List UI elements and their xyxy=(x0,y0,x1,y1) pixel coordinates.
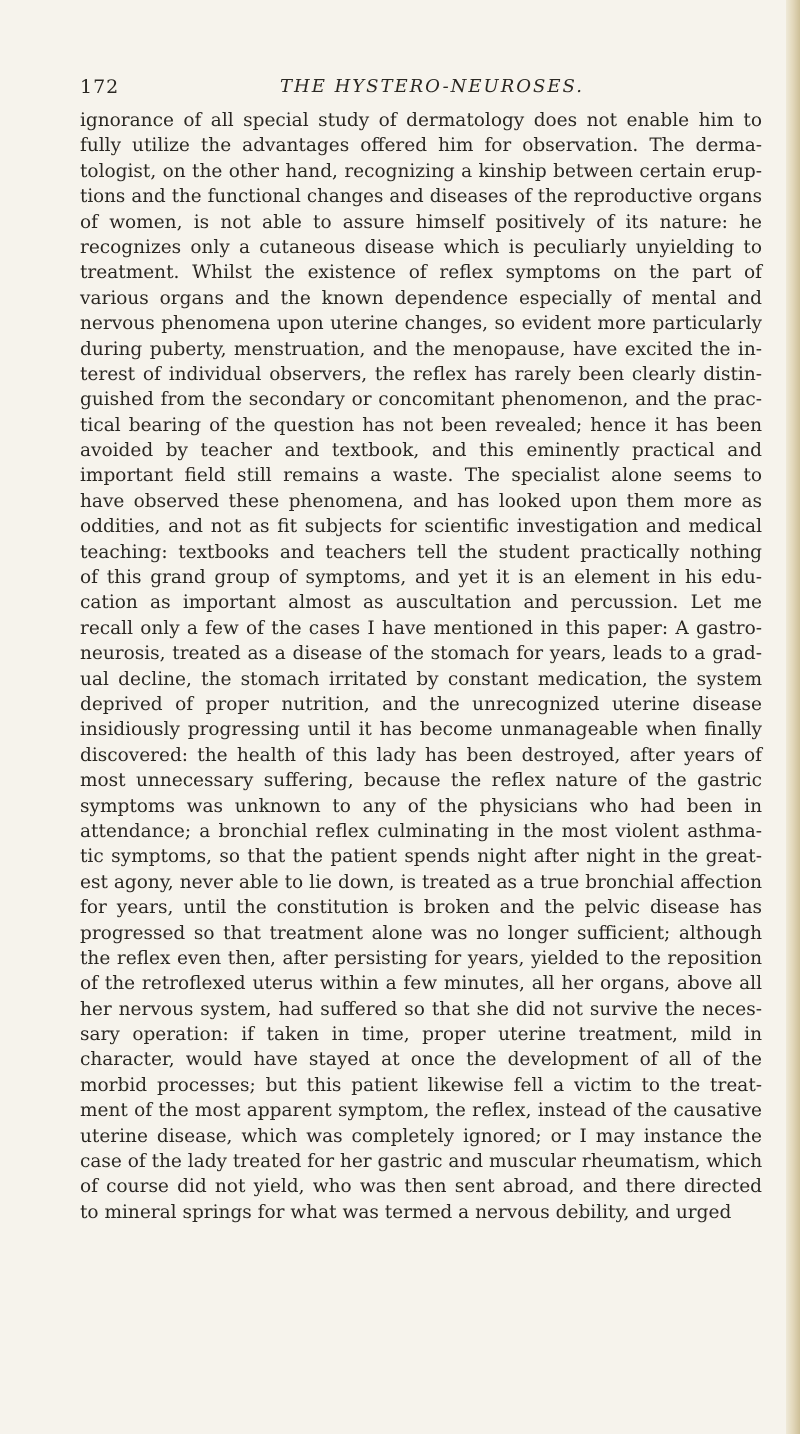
text-line: attendance; a bronchial reflex culminating in the most violent asthma- xyxy=(80,820,762,842)
text-line: tic symptoms, so that the patient spends night after night in the great- xyxy=(80,846,762,868)
text-line: recognizes only a cutaneous disease which is peculiarly unyielding to xyxy=(80,236,762,258)
text-line: of the retroflexed uterus within a few minutes, all her organs, above all xyxy=(80,973,762,995)
text-line: of this grand group of symptoms, and yet it is an element in his edu- xyxy=(80,567,762,589)
text-line: for years, until the constitution is broken and the pelvic disease has xyxy=(80,897,762,919)
text-line: important field still remains a waste. The specialist alone seems to xyxy=(80,465,762,487)
text-line: ment of the most apparent symptom, the reflex, instead of the causative xyxy=(80,1100,762,1122)
text-line: most unnecessary suffering, because the reflex nature of the gastric xyxy=(80,770,762,792)
page-edge xyxy=(786,0,800,1434)
text-line: cation as important almost as auscultation and percussion. Let me xyxy=(80,592,762,614)
text-line: sary operation: if taken in time, proper uterine treatment, mild in xyxy=(80,1024,762,1046)
text-line: deprived of proper nutrition, and the unrecognized uterine disease xyxy=(80,693,762,715)
text-line: symptoms was unknown to any of the physicians who had been in xyxy=(80,795,762,817)
text-line: ignorance of all special study of dermatology does not enable him to xyxy=(80,110,762,131)
text-line: her nervous system, had suffered so that she did not survive the neces- xyxy=(80,998,762,1020)
text-line: neurosis, treated as a disease of the stomach for years, leads to a grad- xyxy=(80,643,762,665)
text-line: during puberty, menstruation, and the menopause, have excited the in- xyxy=(80,338,762,360)
text-line: tical bearing of the question has not been revealed; hence it has been xyxy=(80,414,762,436)
text-line: of women, is not able to assure himself positively of its nature: he xyxy=(80,211,762,233)
text-line: terest of individual observers, the reflex has rarely been clearly distin- xyxy=(80,363,762,385)
running-title: THE HYSTERO-NEUROSES. xyxy=(280,76,584,97)
text-line: progressed so that treatment alone was no longer sufficient; although xyxy=(80,922,762,944)
text-line: insidiously progressing until it has become unmanageable when finally xyxy=(80,719,762,741)
text-line: character, would have stayed at once the development of all of the xyxy=(80,1049,762,1071)
text-line: nervous phenomena upon uterine changes, so evident more particularly xyxy=(80,313,762,335)
page-number: 172 xyxy=(80,76,120,98)
text-line: tologist, on the other hand, recognizing a kinship between certain erup- xyxy=(80,160,762,182)
text-line: various organs and the known dependence especially of mental and xyxy=(80,287,762,309)
text-line: avoided by teacher and textbook, and this eminently practical and xyxy=(80,440,762,462)
text-line: fully utilize the advantages offered him for observation. The derma- xyxy=(80,135,762,157)
text-line: case of the lady treated for her gastric and muscular rheumatism, which xyxy=(80,1151,763,1173)
text-line: est agony, never able to lie down, is treated as a true bronchial affection xyxy=(80,871,762,893)
text-line: of course did not yield, who was then sent abroad, and there directed xyxy=(80,1176,762,1198)
text-line: ual decline, the stomach irritated by constant medication, the system xyxy=(80,668,762,690)
text-line: discovered: the health of this lady has been destroyed, after years of xyxy=(80,744,762,766)
text-line: morbid processes; but this patient likewise fell a victim to the treat- xyxy=(80,1074,762,1096)
text-line: the reflex even then, after persisting for years, yielded to the reposition xyxy=(80,947,762,969)
text-line: have observed these phenomena, and has looked upon them more as xyxy=(80,490,762,512)
text-line: to mineral springs for what was termed a nervous debility, and urged xyxy=(80,1201,732,1223)
text-line: teaching: textbooks and teachers tell the student practically nothing xyxy=(80,541,762,563)
text-line: uterine disease, which was completely ignored; or I may instance the xyxy=(80,1125,762,1147)
text-line: treatment. Whilst the existence of reflex symptoms on the part of xyxy=(80,262,762,284)
text-line: recall only a few of the cases I have mentioned in this paper: A gastro- xyxy=(80,617,762,639)
body-text xyxy=(80,108,762,1225)
page-header xyxy=(80,76,740,106)
text-line: guished from the secondary or concomitant phenomenon, and the prac- xyxy=(80,389,762,411)
text-line: tions and the functional changes and diseases of the reproductive organs xyxy=(80,186,762,208)
text-line: oddities, and not as fit subjects for scientific investigation and medical xyxy=(80,516,762,538)
